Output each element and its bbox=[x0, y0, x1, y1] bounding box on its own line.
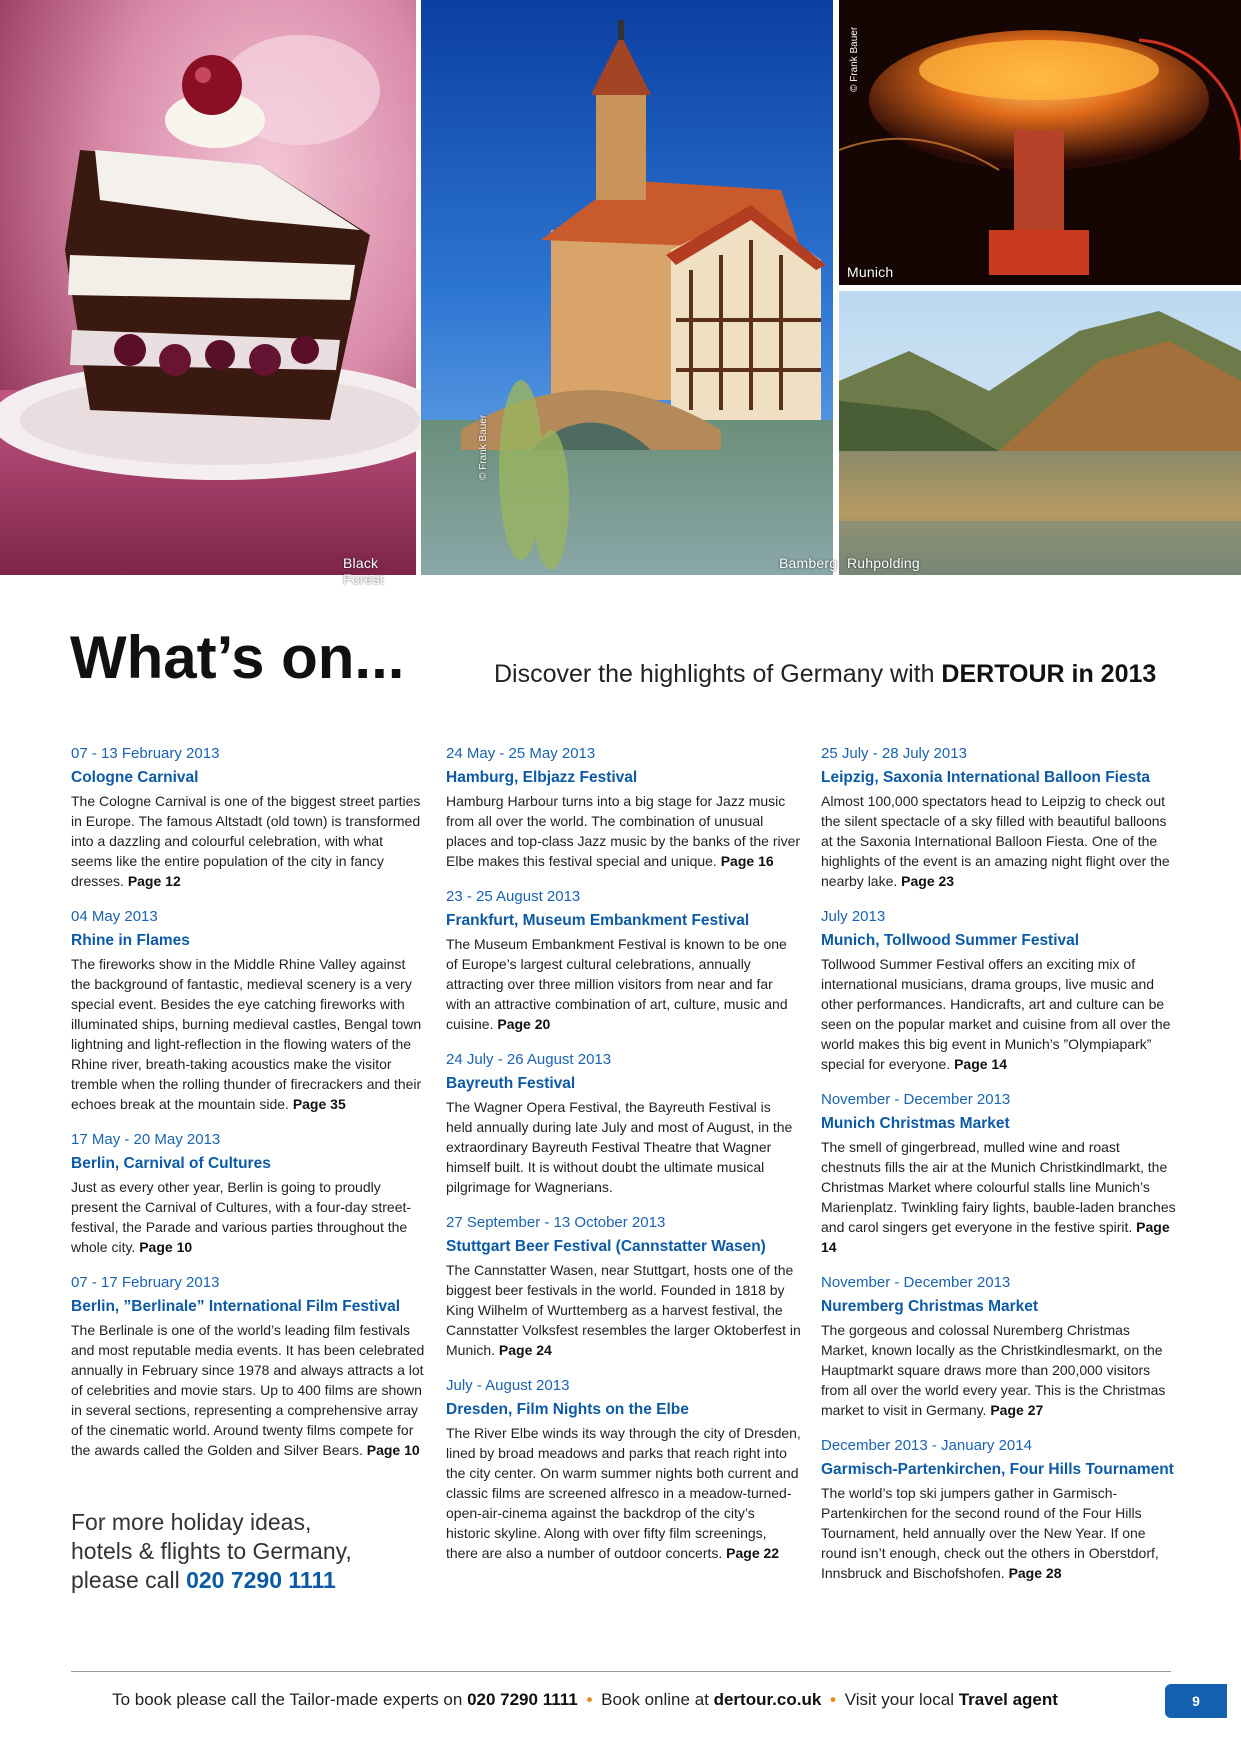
event-title: Frankfurt, Museum Embankment Festival bbox=[446, 912, 750, 929]
event-text: The Cologne Carnival is one of the biggest street parties in Europe. The famous Altstadt (old town) is transformed into a dazzling and colourful celebration, with what seems like the entire population of the city in fancy dresses. bbox=[71, 793, 421, 889]
event-page-ref: Page 28 bbox=[1008, 1565, 1062, 1581]
holiday-ideas-promo bbox=[71, 1508, 352, 1595]
event-title: Cologne Carnival bbox=[71, 769, 199, 786]
event-title: Dresden, Film Nights on the Elbe bbox=[446, 1401, 689, 1418]
event-title: Berlin, ”Berlinale” International Film Festival bbox=[71, 1298, 401, 1315]
photo-caption-munich: Munich bbox=[847, 264, 894, 280]
promo-phone-number[interactable]: 020 7290 1111 bbox=[186, 1567, 336, 1593]
event-item bbox=[821, 1273, 1176, 1420]
event-item bbox=[821, 907, 1176, 1074]
event-text: Just as every other year, Berlin is going to proudly present the Carnival of Cultures, with a four-day street-festival, the Parade and various parties throughout the whole city. bbox=[71, 1179, 412, 1255]
event-page-ref: Page 27 bbox=[990, 1402, 1044, 1418]
event-description bbox=[71, 791, 426, 891]
event-page-ref: Page 22 bbox=[726, 1545, 780, 1561]
footer-bullet: • bbox=[830, 1690, 836, 1709]
event-text: Almost 100,000 spectators head to Leipzig to check out the silent spectacle of a sky filled with beautiful balloons at the Saxonia International Balloon Fiesta. One of the highlights of the event is an amazing night flight over the nearby lake. bbox=[821, 793, 1170, 889]
event-item bbox=[71, 744, 426, 891]
event-title: Rhine in Flames bbox=[71, 932, 190, 949]
photo-caption-bamberg: Bamberg bbox=[779, 555, 838, 571]
event-description bbox=[446, 1423, 801, 1563]
event-item bbox=[71, 1273, 426, 1460]
event-description bbox=[821, 1137, 1176, 1257]
event-item bbox=[821, 1436, 1176, 1583]
event-item bbox=[446, 1376, 801, 1563]
event-text: The Berlinale is one of the world’s leading film festivals and most reputable media events. It has been celebrated annually in February since 1978 and always attracts a lot of celebrities and movie stars. Up to 400 films are shown in several sections, representing a comprehensive array of the cinematic world. Around twenty films compete for the awards called the Golden and Silver Bears. bbox=[71, 1322, 425, 1458]
event-page-ref: Page 23 bbox=[901, 873, 955, 889]
event-date: 04 May 2013 bbox=[71, 908, 158, 925]
event-title: Munich, Tollwood Summer Festival bbox=[821, 932, 1080, 949]
event-description bbox=[821, 1483, 1176, 1583]
footer-call-text: To book please call the Tailor-made experts on bbox=[112, 1690, 468, 1709]
event-title: Leipzig, Saxonia International Balloon Fiesta bbox=[821, 769, 1150, 786]
footer-online-text: Book online at bbox=[601, 1690, 714, 1709]
photo-caption-ruhpolding: Ruhpolding bbox=[847, 555, 920, 571]
event-description bbox=[821, 791, 1176, 891]
event-description bbox=[446, 1097, 801, 1197]
event-text: The world’s top ski jumpers gather in Garmisch-Partenkirchen for the second round of the Four Hills Tournament, held annually over the New Year. If one round isn’t enough, check out the others in Oberstdorf, Innsbruck and Bischofshofen. bbox=[821, 1485, 1159, 1581]
promo-line-3 bbox=[71, 1566, 352, 1595]
bamberg-town-hall-photo bbox=[421, 0, 838, 575]
event-description bbox=[446, 1260, 801, 1360]
footer-bullet: • bbox=[586, 1690, 593, 1709]
promo-call-text: please call bbox=[71, 1567, 187, 1593]
event-page-ref: Page 14 bbox=[954, 1056, 1008, 1072]
event-date: 24 May - 25 May 2013 bbox=[446, 745, 596, 762]
event-date: July 2013 bbox=[821, 908, 886, 925]
photo-credit-munich: © Frank Bauer bbox=[849, 26, 860, 92]
event-text: Tollwood Summer Festival offers an exciting mix of international musicians, drama groups, live music and other performances. Handicrafts, art and culture can be seen on the popular market and cuisine from all over the world makes this big event in Munich’s ”Olympiapark” special for everyone. bbox=[821, 956, 1171, 1072]
event-title: Berlin, Carnival of Cultures bbox=[71, 1155, 271, 1172]
event-item bbox=[71, 907, 426, 1114]
event-page-ref: Page 35 bbox=[292, 1096, 346, 1112]
event-item bbox=[71, 1130, 426, 1257]
event-item bbox=[446, 1213, 801, 1360]
photo-caption-black-forest: Black Forest bbox=[343, 555, 384, 587]
events-column-1 bbox=[71, 744, 426, 1476]
event-page-ref: Page 10 bbox=[366, 1442, 420, 1458]
event-date: July - August 2013 bbox=[446, 1377, 570, 1394]
promo-line-2: hotels & flights to Germany, bbox=[71, 1538, 352, 1564]
event-description bbox=[71, 1320, 426, 1460]
event-text: The gorgeous and colossal Nuremberg Christmas Market, known locally as the Christkindlesmarkt, on the Hauptmarkt square draws more than 200,000 visitors from all over the world every year. This is the Christmas market to visit in Germany. bbox=[821, 1322, 1166, 1418]
event-description bbox=[446, 934, 801, 1034]
event-text: The fireworks show in the Middle Rhine Valley against the background of fantastic, medieval scenery is a very special event. Besides the eye catching fireworks with illuminated ships, burning medieval castles, Bengal town lightning and light-reflection in the flowing waters of the Rhine river, breath-taking acoustics make the visitor tremble when the rolling thunder of firecrackers and their echoes break at the mountain side. bbox=[71, 956, 422, 1112]
photo-credit-bamberg: © Frank Bauer bbox=[478, 414, 489, 480]
promo-line-1: For more holiday ideas, bbox=[71, 1509, 312, 1535]
page-title: What’s on... bbox=[70, 624, 405, 691]
event-title: Nuremberg Christmas Market bbox=[821, 1298, 1039, 1315]
event-date: 07 - 13 February 2013 bbox=[71, 745, 220, 762]
event-page-ref: Page 16 bbox=[720, 853, 774, 869]
event-description bbox=[71, 1177, 426, 1257]
event-text: Hamburg Harbour turns into a big stage for Jazz music from all over the world. The combination of unusual places and top-class Jazz music by the banks of the river Elbe makes this festival special and unique. bbox=[446, 793, 801, 869]
footer-agent-text: Visit your local bbox=[844, 1690, 959, 1709]
black-forest-cake-photo bbox=[0, 0, 416, 587]
event-title: Stuttgart Beer Festival (Cannstatter Wasen) bbox=[446, 1238, 766, 1255]
footer-phone-number[interactable]: 020 7290 1111 bbox=[467, 1690, 578, 1709]
event-text: The River Elbe winds its way through the city of Dresden, lined by broad meadows and parks that reach right into the city center. On warm summer nights both current and classic films are screened alfresco in a meadow-turned-open-air-cinema against the backdrop of the city’s historic skyline. Along with over fifty film screenings, there are also a number of outdoor concerts. bbox=[446, 1425, 801, 1561]
footer-travel-agent: Travel agent bbox=[958, 1690, 1058, 1709]
event-date: November - December 2013 bbox=[821, 1091, 1011, 1108]
event-date: 23 - 25 August 2013 bbox=[446, 888, 581, 905]
event-date: 24 July - 26 August 2013 bbox=[446, 1051, 612, 1068]
subtitle-text: Discover the highlights of Germany with bbox=[494, 660, 942, 688]
page-subtitle bbox=[494, 660, 1156, 689]
event-item bbox=[446, 744, 801, 871]
event-date: November - December 2013 bbox=[821, 1274, 1011, 1291]
event-page-ref: Page 24 bbox=[498, 1342, 552, 1358]
event-date: 17 May - 20 May 2013 bbox=[71, 1131, 221, 1148]
page-number-tab: 9 bbox=[1165, 1684, 1227, 1718]
event-title: Hamburg, Elbjazz Festival bbox=[446, 769, 638, 786]
event-date: 25 July - 28 July 2013 bbox=[821, 745, 967, 762]
event-description bbox=[821, 1320, 1176, 1420]
event-title: Garmisch-Partenkirchen, Four Hills Tournament bbox=[821, 1461, 1174, 1478]
events-column-2 bbox=[446, 744, 801, 1579]
footer-website-link[interactable]: dertour.co.uk bbox=[713, 1690, 822, 1709]
footer-divider bbox=[71, 1671, 1171, 1672]
event-description bbox=[446, 791, 801, 871]
event-text: The Cannstatter Wasen, near Stuttgart, hosts one of the biggest beer festivals in the world. Founded in 1818 by King Wilhelm of Wurttemberg as a harvest festival, the Cannstatter Volksfest resembles the larger Oktoberfest in Munich. bbox=[446, 1262, 801, 1358]
event-text: The Museum Embankment Festival is known to be one of Europe’s largest cultural celebrations, annually attracting over three million visitors from near and far with an attractive combination of art, culture, music and cuisine. bbox=[446, 936, 788, 1032]
event-description bbox=[71, 954, 426, 1114]
event-page-ref: Page 12 bbox=[127, 873, 181, 889]
event-item bbox=[821, 744, 1176, 891]
footer-booking-bar bbox=[0, 1690, 1170, 1710]
event-item bbox=[446, 1050, 801, 1197]
event-title: Bayreuth Festival bbox=[446, 1075, 576, 1092]
subtitle-brand: DERTOUR in 2013 bbox=[941, 660, 1157, 688]
event-date: December 2013 - January 2014 bbox=[821, 1437, 1032, 1454]
ruhpolding-lake-photo bbox=[839, 291, 1241, 575]
event-page-ref: Page 10 bbox=[139, 1239, 193, 1255]
event-page-ref: Page 20 bbox=[497, 1016, 551, 1032]
event-item bbox=[446, 887, 801, 1034]
event-date: 27 September - 13 October 2013 bbox=[446, 1214, 666, 1231]
event-text: The Wagner Opera Festival, the Bayreuth Festival is held annually during late July and most of August, in the extraordinary Bayreuth Festival Theatre that Wagner himself built. It is without doubt the ultimate musical pilgrimage for Wagnerians. bbox=[446, 1099, 793, 1195]
event-page-ref: Page 14 bbox=[821, 1219, 1170, 1255]
event-description bbox=[821, 954, 1176, 1074]
event-title: Munich Christmas Market bbox=[821, 1115, 1010, 1132]
munich-fair-ride-photo bbox=[839, 0, 1241, 285]
event-text: The smell of gingerbread, mulled wine and roast chestnuts fills the air at the Munich Christkindlmarkt, the Christmas Market where colourful stalls line Munich’s Marienplatz. Twinkling fairy lights, bauble-laden branches and carol singers get everyone in the festive spirit. bbox=[821, 1139, 1176, 1235]
events-column-3 bbox=[821, 744, 1176, 1599]
event-date: 07 - 17 February 2013 bbox=[71, 1274, 220, 1291]
event-item bbox=[821, 1090, 1176, 1257]
